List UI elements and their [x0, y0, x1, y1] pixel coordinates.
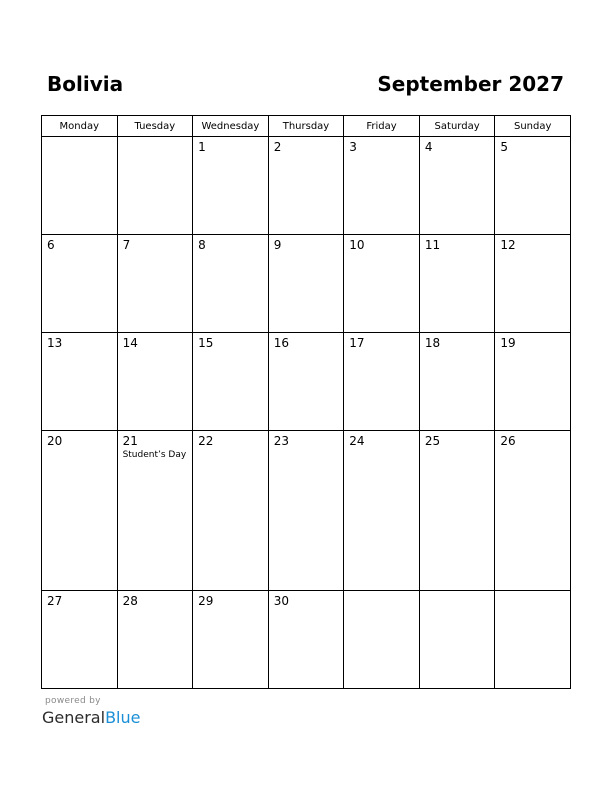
day-cell [268, 590, 344, 688]
weekday-thursday: Thursday [268, 116, 344, 137]
day-number: 5 [500, 140, 509, 154]
day-number: 6 [47, 238, 55, 253]
day-cell [193, 431, 269, 591]
day-cell [344, 137, 420, 235]
day-cell [495, 590, 571, 688]
day-cell [495, 431, 571, 591]
week-row [42, 137, 571, 235]
day-cell [419, 333, 495, 431]
day-number: 20 [47, 434, 63, 449]
day-cell [268, 333, 344, 431]
day-cell [495, 235, 571, 333]
week-row [42, 431, 571, 591]
day-cell [344, 431, 420, 591]
day-cell [117, 235, 193, 333]
day-number: 28 [122, 593, 138, 608]
day-cell [268, 431, 344, 591]
day-cell [344, 590, 420, 688]
day-cell [42, 235, 118, 333]
day-cell [193, 235, 269, 333]
brand-blue: Blue [105, 708, 141, 727]
weekday-monday: Monday [42, 116, 118, 137]
week-row [42, 590, 571, 688]
day-cell [193, 137, 269, 235]
day-cell [344, 235, 420, 333]
day-number: 30 [273, 593, 289, 608]
generalblue-logo[interactable] [42, 708, 140, 728]
day-number: 11 [424, 238, 441, 253]
day-number: 2 [273, 140, 282, 154]
day-number: 7 [122, 238, 131, 253]
weekday-friday: Friday [344, 116, 420, 137]
weekday-wednesday: Wednesday [193, 116, 269, 137]
holiday-label: Student’s Day [122, 450, 187, 461]
weekday-tuesday: Tuesday [117, 116, 193, 137]
day-cell [419, 590, 495, 688]
day-number: 27 [47, 593, 63, 608]
day-cell [419, 431, 495, 591]
week-row [42, 333, 571, 431]
calendar-grid [41, 115, 571, 689]
day-number: 3 [349, 140, 357, 154]
day-number: 22 [198, 434, 214, 449]
day-cell [495, 333, 571, 431]
day-cell [117, 333, 193, 431]
powered-by-text: powered by [45, 696, 101, 706]
day-cell [344, 333, 420, 431]
day-cell [268, 137, 344, 235]
day-number: 26 [500, 434, 516, 449]
brand-general: General [42, 708, 106, 727]
day-number: 15 [198, 336, 214, 351]
day-cell [193, 333, 269, 431]
day-number: 18 [424, 336, 441, 351]
day-cell [42, 333, 118, 431]
day-cell [495, 137, 571, 235]
day-cell [268, 235, 344, 333]
month-title: September 2027 [377, 72, 564, 96]
weekday-saturday: Saturday [419, 116, 495, 137]
day-number: 8 [198, 238, 206, 253]
day-number: 10 [349, 238, 365, 253]
day-cell [42, 431, 118, 591]
day-number: 12 [500, 238, 516, 253]
day-cell [193, 590, 269, 688]
day-number: 1 [198, 140, 206, 154]
day-number: 19 [500, 336, 516, 351]
day-number: 21 [122, 434, 138, 449]
weekday-header-row [42, 116, 571, 137]
day-cell [117, 431, 193, 591]
day-number: 14 [122, 336, 138, 351]
day-number: 17 [349, 336, 365, 351]
day-cell [42, 590, 118, 688]
day-number: 4 [424, 140, 433, 154]
day-cell [419, 235, 495, 333]
country-title: Bolivia [47, 72, 124, 96]
day-cell [117, 137, 193, 235]
day-number: 24 [349, 434, 365, 449]
day-cell [419, 137, 495, 235]
day-number: 25 [424, 434, 441, 449]
day-number: 13 [47, 336, 63, 351]
day-number: 23 [273, 434, 289, 449]
day-cell [117, 590, 193, 688]
day-number: 16 [273, 336, 289, 351]
day-number: 29 [198, 593, 214, 608]
week-row [42, 235, 571, 333]
day-number: 9 [273, 238, 282, 253]
weekday-sunday: Sunday [495, 116, 571, 137]
day-cell [42, 137, 118, 235]
